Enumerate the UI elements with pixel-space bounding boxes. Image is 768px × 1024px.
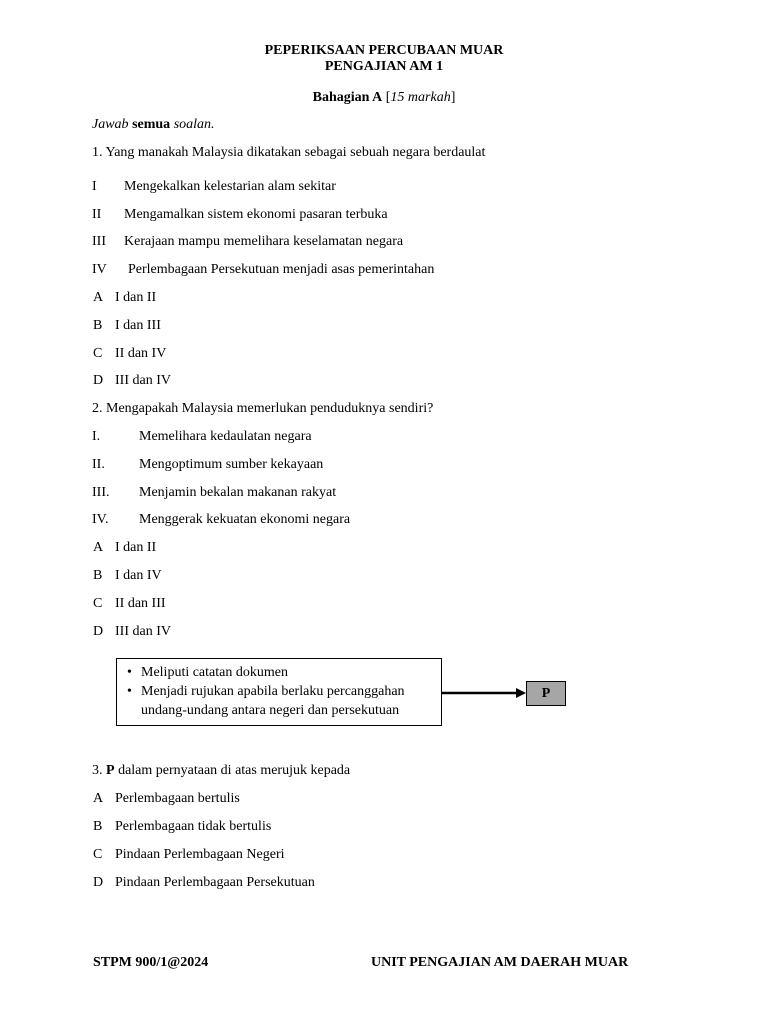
subject-title: PENGAJIAN AM 1 xyxy=(324,59,444,74)
q2-option-text: I dan IV xyxy=(115,568,162,583)
arrow-icon xyxy=(442,683,528,703)
instruction-bold: semua xyxy=(132,117,171,132)
exam-title: PEPERIKSAAN PERCUBAAN MUAR xyxy=(264,43,504,58)
footer-unit: UNIT PENGAJIAN AM DAERAH MUAR xyxy=(371,955,629,970)
q3-option-text: Pindaan Perlembagaan Persekutuan xyxy=(115,875,315,890)
instruction-post: soalan. xyxy=(173,117,215,132)
footer-code: STPM 900/1@2024 xyxy=(93,955,209,970)
q1-statement-num: IV xyxy=(92,262,107,277)
q2-option-letter: C xyxy=(93,596,103,611)
bullet-text: Meliputi catatan dokumen xyxy=(141,665,288,680)
q1-statement-text: Mengamalkan sistem ekonomi pasaran terbuka xyxy=(124,207,388,222)
bullet-icon: • xyxy=(127,684,132,699)
section-bracket-close: ] xyxy=(450,90,456,105)
q2-statement-num: II. xyxy=(92,457,105,472)
q2-statement-text: Menggerak kekuatan ekonomi negara xyxy=(139,512,351,527)
q1-option-letter: B xyxy=(93,318,103,333)
q1-statement-num: III xyxy=(92,234,106,249)
q3-option-text: Perlembagaan tidak bertulis xyxy=(115,819,272,834)
q3-bold-p: P xyxy=(106,763,115,778)
q2-statement-num: I. xyxy=(92,429,101,444)
q2-statement-num: III. xyxy=(92,485,110,500)
q3-option-letter: A xyxy=(93,791,104,806)
bullet-item xyxy=(127,663,288,682)
q1-option-text: I dan II xyxy=(115,290,157,305)
q1-statement-text: Perlembagaan Persekutuan menjadi asas pemerintahan xyxy=(128,262,435,277)
q2-statement-text: Memelihara kedaulatan negara xyxy=(139,429,312,444)
q3-option-text: Perlembagaan bertulis xyxy=(115,791,240,806)
q1-statement-text: Kerajaan mampu memelihara keselamatan negara xyxy=(124,234,404,249)
bullet-text: Menjadi rujukan apabila berlaku percanggahan xyxy=(141,684,405,699)
bullet-icon: • xyxy=(127,665,132,680)
q1-option-letter: D xyxy=(93,373,104,388)
q1-option-text: I dan III xyxy=(115,318,161,333)
section-heading xyxy=(0,89,768,106)
instruction-pre: Jawab xyxy=(92,117,129,132)
q3-option-letter: B xyxy=(93,819,103,834)
q2-option-text: III dan IV xyxy=(115,624,171,639)
q1-option-text: III dan IV xyxy=(115,373,171,388)
q2-option-letter: B xyxy=(93,568,103,583)
q2-statement-text: Mengoptimum sumber kekayaan xyxy=(139,457,324,472)
q2-statement-text: Menjamin bekalan makanan rakyat xyxy=(139,485,337,500)
q3-number: 3. xyxy=(92,763,103,778)
q3-option-text: Pindaan Perlembagaan Negeri xyxy=(115,847,285,862)
q1-statement-num: II xyxy=(92,207,102,222)
q2-option-letter: A xyxy=(93,540,104,555)
statement-box xyxy=(116,658,442,726)
q2-statement-num: IV. xyxy=(92,512,109,527)
p-label-box: P xyxy=(526,681,566,706)
bullet-item xyxy=(127,682,405,701)
q1-option-letter: A xyxy=(93,290,104,305)
q1-text: 1. Yang manakah Malaysia dikatakan sebagai sebuah negara berdaulat xyxy=(92,145,486,160)
q1-option-text: II dan IV xyxy=(115,346,167,361)
q3-rest: dalam pernyataan di atas merujuk kepada xyxy=(118,763,351,778)
q1-option-letter: C xyxy=(93,346,103,361)
bullet-text-continuation: undang-undang antara negeri dan persekutuan xyxy=(141,703,400,718)
q3-option-letter: D xyxy=(93,875,104,890)
instruction xyxy=(92,116,215,133)
q3-option-letter: C xyxy=(93,847,103,862)
q3-text xyxy=(92,762,350,779)
q1-statement-num: I xyxy=(92,179,97,194)
q1-statement-text: Mengekalkan kelestarian alam sekitar xyxy=(124,179,336,194)
q2-option-text: II dan III xyxy=(115,596,166,611)
section-name: Bahagian A xyxy=(312,90,383,105)
q2-text: 2. Mengapakah Malaysia memerlukan penduduknya sendiri? xyxy=(92,401,434,416)
q2-option-letter: D xyxy=(93,624,104,639)
section-bracket-open: [ xyxy=(385,90,391,105)
section-marks: 15 markah xyxy=(390,90,451,105)
q2-option-text: I dan II xyxy=(115,540,157,555)
